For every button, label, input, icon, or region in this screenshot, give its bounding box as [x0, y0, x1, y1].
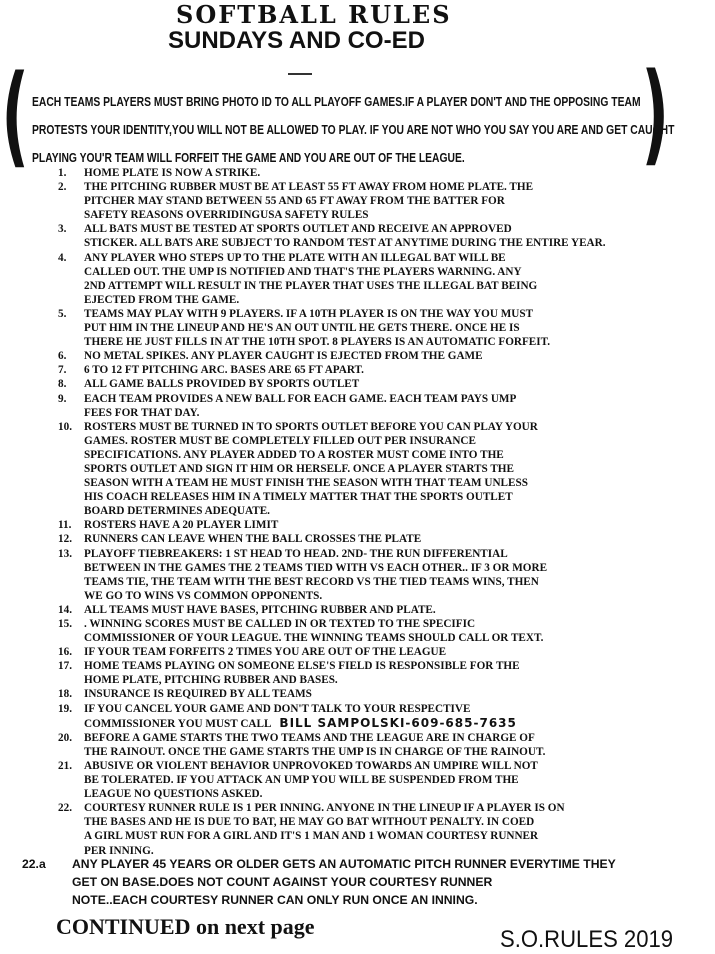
- rule-line: LEAGUE NO QUESTIONS ASKED.: [84, 788, 263, 801]
- rule-number: 4.: [58, 251, 67, 264]
- rule-line: WE GO TO WINS VS COMMON OPPONENTS.: [84, 589, 323, 602]
- rule-line: . WINNING SCORES MUST BE CALLED IN OR TEXTED TO THE SPECIFIC: [84, 618, 476, 630]
- rule-line: ROSTERS HAVE A 20 PLAYER LIMIT: [84, 519, 279, 532]
- rule-number: 15.: [58, 618, 72, 630]
- photo-id-notice: [32, 88, 675, 172]
- rule-line: RUNNERS CAN LEAVE WHEN THE BALL CROSSES THE PLATE: [84, 533, 422, 546]
- page-title: SOFTBALL RULES: [176, 0, 452, 29]
- rule-item: [58, 420, 618, 519]
- rule-item: [58, 801, 618, 857]
- rule-number: 6.: [58, 350, 67, 363]
- rule-number: 22.a: [22, 857, 46, 871]
- rule-line: NOTE..EACH COURTESY RUNNER CAN ONLY RUN ONCE AN INNING.: [72, 893, 478, 907]
- rule-number: 22.: [58, 802, 72, 815]
- rule-item: [58, 687, 618, 701]
- rule-line: FEES FOR THAT DAY.: [84, 406, 200, 419]
- rule-item: [58, 392, 618, 420]
- rule-line: PITCHER MAY STAND BETWEEN 55 AND 65 FT AWAY FROM THE BATTER FOR: [84, 195, 505, 208]
- rule-item: [58, 702, 618, 731]
- rule-number: 18.: [58, 688, 72, 701]
- rule-number: 17.: [58, 660, 72, 673]
- rule-number: 8.: [58, 378, 67, 391]
- rule-line: HOME PLATE IS NOW A STRIKE.: [84, 167, 261, 179]
- rule-item: [58, 307, 618, 349]
- rule-line: ROSTERS MUST BE TURNED IN TO SPORTS OUTLET BEFORE YOU CAN PLAY YOUR: [84, 420, 538, 433]
- rule-line: IF YOU CANCEL YOUR GAME AND DON'T TALK TO YOUR RESPECTIVE: [84, 702, 471, 715]
- rule-line: TEAMS MAY PLAY WITH 9 PLAYERS. IF A 10TH PLAYER IS ON THE WAY YOU MUST: [84, 307, 534, 320]
- rule-line: NO METAL SPIKES. ANY PLAYER CAUGHT IS EJECTED FROM THE GAME: [84, 350, 483, 363]
- rule-number: 20.: [58, 731, 72, 744]
- rule-item: [58, 518, 618, 532]
- rule-line: THE PITCHING RUBBER MUST BE AT LEAST 55 FT AWAY FROM HOME PLATE. THE: [84, 181, 534, 194]
- rule-line: HOME TEAMS PLAYING ON SOMEONE ELSE'S FIELD IS RESPONSIBLE FOR THE: [84, 660, 520, 673]
- rule-line: PLAYOFF TIEBREAKERS: 1 ST HEAD TO HEAD. 2ND- THE RUN DIFFERENTIAL: [84, 547, 508, 560]
- rule-line: ABUSIVE OR VIOLENT BEHAVIOR UNPROVOKED TOWARDS AN UMPIRE WILL NOT: [84, 759, 538, 772]
- rule-line: THE BASES AND HE IS DUE TO BAT, HE MAY GO BAT WITHOUT PENALTY. IN COED: [84, 816, 535, 829]
- rule-line: SEASON WITH A TEAM HE MUST FINISH THE SEASON WITH THAT TEAM UNLESS: [84, 477, 528, 490]
- rule-line: BE TOLERATED. IF YOU ATTACK AN UMP YOU WILL BE SUSPENDED FROM THE: [84, 774, 519, 787]
- rule-line: ANY PLAYER 45 YEARS OR OLDER GETS AN AUTOMATIC PITCH RUNNER EVERYTIME THEY: [72, 857, 616, 871]
- rule-item: [58, 363, 618, 377]
- rule-item: [58, 759, 618, 801]
- right-parenthesis-decoration: ): [641, 49, 669, 177]
- rule-line: HOME PLATE, PITCHING RUBBER AND BASES.: [84, 674, 338, 687]
- dash-mark-decoration: [288, 73, 312, 75]
- rule-item: [58, 603, 618, 617]
- commissioner-contact: BILL SAMPOLSKI-609-685-7635: [279, 715, 517, 730]
- rule-item: [58, 547, 618, 603]
- rule-number: 19.: [58, 702, 72, 715]
- rule-line: IF YOUR TEAM FORFEITS 2 TIMES YOU ARE OUT OF THE LEAGUE: [84, 646, 447, 659]
- rule-item: [58, 617, 618, 645]
- document-stamp: S.O.RULES 2019: [500, 926, 674, 953]
- rule-number: 9.: [58, 392, 67, 405]
- rule-number: 7.: [58, 364, 67, 377]
- rule-line: ALL BATS MUST BE TESTED AT SPORTS OUTLET AND RECEIVE AN APPROVED: [84, 223, 512, 236]
- rule-line: EJECTED FROM THE GAME.: [84, 293, 240, 306]
- rule-line: BEFORE A GAME STARTS THE TWO TEAMS AND THE LEAGUE ARE IN CHARGE OF: [84, 731, 535, 744]
- rule-line: EACH TEAM PROVIDES A NEW BALL FOR EACH GAME. EACH TEAM PAYS UMP: [84, 392, 517, 405]
- rule-line: THERE HE JUST FILLS IN AT THE 10TH SPOT. 8 PLAYERS IS AN AUTOMATIC FORFEIT.: [84, 336, 551, 349]
- rule-item: [58, 659, 618, 687]
- rule-item: [58, 222, 618, 250]
- rule-number: 21.: [58, 759, 72, 772]
- rule-item: [58, 251, 618, 307]
- rule-line: ALL GAME BALLS PROVIDED BY SPORTS OUTLET: [84, 378, 360, 391]
- rule-item: [58, 349, 618, 363]
- rule-item: [58, 166, 618, 180]
- rule-line: CALLED OUT. THE UMP IS NOTIFIED AND THAT'S THE PLAYERS WARNING. ANY: [84, 265, 522, 278]
- page-subtitle: SUNDAYS AND CO-ED: [168, 27, 425, 54]
- rule-line: SPECIFICATIONS. ANY PLAYER ADDED TO A ROSTER MUST COME INTO THE: [84, 448, 504, 461]
- rule-line: PUT HIM IN THE LINEUP AND HE'S AN OUT UNTIL HE GETS THERE. ONCE HE IS: [84, 322, 520, 335]
- notice-line: PLAYING YOU'R TEAM WILL FORFEIT THE GAME AND YOU ARE OUT OF THE LEAGUE.: [32, 151, 465, 165]
- rule-number: 10.: [58, 420, 72, 433]
- notice-line: PROTESTS YOUR IDENTITY,YOU WILL NOT BE ALLOWED TO PLAY. IF YOU ARE NOT WHO YOU SAY YOU ARE AND GET CAUGHT: [32, 123, 675, 137]
- rule-number: 5.: [58, 307, 67, 320]
- continued-note: CONTINUED on next page: [56, 914, 315, 939]
- rule-line: COMMISSIONER OF YOUR LEAGUE. THE WINNING TEAMS SHOULD CALL OR TEXT.: [84, 632, 544, 645]
- rule-number: 12.: [58, 533, 72, 546]
- rule-line: 6 TO 12 FT PITCHING ARC. BASES ARE 65 FT APART.: [84, 364, 364, 377]
- rule-line: BOARD DETERMINES ADEQUATE.: [84, 505, 270, 518]
- rule-line: INSURANCE IS REQUIRED BY ALL TEAMS: [84, 688, 312, 701]
- rule-item: [58, 532, 618, 546]
- rule-number: 13.: [58, 547, 72, 560]
- rule-number: 16.: [58, 646, 72, 659]
- rule-line: ANY PLAYER WHO STEPS UP TO THE PLATE WITH AN ILLEGAL BAT WILL BE: [84, 251, 506, 264]
- rule-number: 14.: [58, 603, 72, 616]
- rule-line: A GIRL MUST RUN FOR A GIRL AND IT'S 1 MAN AND 1 WOMAN COURTESY RUNNER: [84, 830, 539, 843]
- rule-item: [58, 377, 618, 391]
- left-parenthesis-decoration: (: [1, 51, 29, 179]
- rule-number: 1.: [58, 167, 67, 179]
- rule-item: [58, 645, 618, 659]
- rule-line: ALL TEAMS MUST HAVE BASES, PITCHING RUBBER AND PLATE.: [84, 603, 436, 616]
- notice-line: EACH TEAMS PLAYERS MUST BRING PHOTO ID TO ALL PLAYOFF GAMES.IF A PLAYER DON'T AND THE OPPOSING TEAM: [32, 95, 641, 109]
- rules-list: [58, 166, 618, 858]
- rule-line: PER INNING.: [84, 844, 154, 857]
- rule-item: [58, 731, 618, 759]
- rule-number: 2.: [58, 181, 67, 194]
- rule-line: GAMES. ROSTER MUST BE COMPLETELY FILLED OUT PER INSURANCE: [84, 434, 476, 447]
- rule-line: BETWEEN IN THE GAMES THE 2 TEAMS TIED WITH VS EACH OTHER.. IF 3 OR MORE: [84, 561, 548, 574]
- rule-number: 3.: [58, 223, 67, 236]
- rule-line: 2ND ATTEMPT WILL RESULT IN THE PLAYER THAT USES THE ILLEGAL BAT BEING: [84, 279, 538, 292]
- rule-item: [58, 180, 618, 222]
- rule-line: STICKER. ALL BATS ARE SUBJECT TO RANDOM TEST AT ANYTIME DURING THE ENTIRE YEAR.: [84, 237, 606, 250]
- rule-line: COMMISSIONER YOU MUST CALL: [84, 717, 272, 730]
- rule-line: HIS COACH RELEASES HIM IN A TIMELY MATTER THAT THE SPORTS OUTLET: [84, 491, 513, 504]
- rule-line: SAFETY REASONS OVERRIDINGUSA SAFETY RULES: [84, 209, 369, 222]
- rule-line: TEAMS TIE, THE TEAM WITH THE BEST RECORD VS THE TIED TEAMS WINS, THEN: [84, 575, 539, 588]
- rule-number: 11.: [58, 519, 72, 532]
- rule-line: COURTESY RUNNER RULE IS 1 PER INNING. ANYONE IN THE LINEUP IF A PLAYER IS ON: [84, 802, 565, 815]
- rule-line: THE RAINOUT. ONCE THE GAME STARTS THE UMP IS IN CHARGE OF THE RAINOUT.: [84, 745, 546, 758]
- rule-line: GET ON BASE.DOES NOT COUNT AGAINST YOUR COURTESY RUNNER: [72, 875, 493, 889]
- rule-line: SPORTS OUTLET AND SIGN IT HIM OR HERSELF. ONCE A PLAYER STARTS THE: [84, 462, 514, 475]
